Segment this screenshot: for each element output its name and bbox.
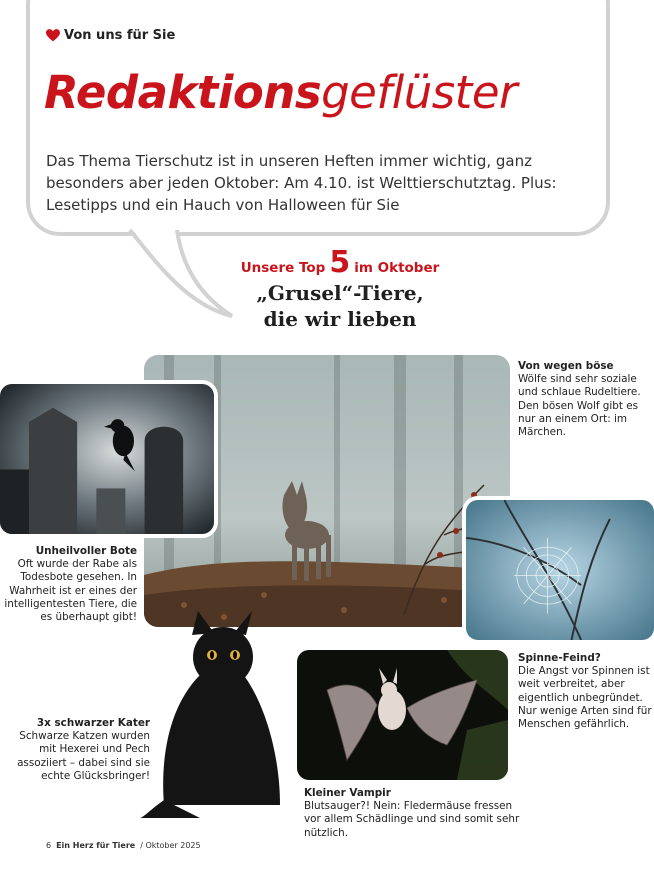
caption-bat (304, 787, 524, 840)
caption-wolf (518, 360, 648, 439)
caption-wolf-text: Wölfe sind sehr soziale und schlaue Rudeltiere. Den bösen Wolf gibt es nur an einem Ort: im Märchen. (518, 373, 641, 439)
magazine-name: Ein Herz für Tiere (56, 841, 136, 850)
caption-spider-title: Spinne-Feind? (518, 652, 601, 664)
kicker-label: Von uns für Sie (64, 28, 176, 43)
caption-bat-text: Blutsauger?! Nein: Fledermäuse fressen vor allem Schädlinge und sind somit sehr nützlich. (304, 800, 520, 839)
top5-heading (200, 245, 480, 332)
top5-prefix: Unsere Top (240, 260, 326, 276)
top5-title-line2: die wir lieben (263, 307, 417, 331)
page-footer (46, 841, 201, 850)
caption-spider (518, 652, 654, 731)
section-kicker (46, 28, 175, 43)
title-light: geflüster (321, 66, 517, 119)
cat-photo (140, 605, 290, 818)
bat-photo (297, 650, 508, 780)
top5-suffix: im Oktober (354, 260, 440, 276)
intro-text: Das Thema Tierschutz ist in unseren Heften immer wichtig, ganz besonders aber jeden Oktober: Am 4.10. ist Welttierschutztag. Plus: Lesetipps und ein Hauch von Halloween für Sie (46, 152, 557, 214)
top5-title-line1: „Grusel“-Tiere, (256, 281, 424, 305)
caption-wolf-title: Von wegen böse (518, 360, 614, 372)
top5-kicker (200, 245, 480, 280)
caption-bat-title: Kleiner Vampir (304, 787, 391, 799)
caption-cat-title: 3x schwarzer Kater (36, 717, 150, 729)
page-number: 6 (46, 841, 52, 850)
caption-cat (2, 717, 150, 783)
spiderweb-photo (462, 496, 654, 644)
caption-raven (2, 545, 137, 624)
top5-title (200, 280, 480, 332)
caption-raven-text: Oft wurde der Rabe als Todesbote gesehen. In Wahrheit ist er eines der intelligentesten Tiere, die es überhaupt gibt! (4, 558, 137, 624)
heart-icon (46, 29, 60, 42)
caption-cat-text: Schwarze Katzen wurden mit Hexerei und Pech assoziiert – dabei sind sie echte Glücksbringer! (17, 730, 150, 782)
title-bold: Redaktions (44, 66, 322, 119)
caption-spider-text: Die Angst vor Spinnen ist weit verbreitet, aber eigentlich unbegründet. Nur wenige Arten sind für Menschen gefährlich. (518, 665, 652, 731)
caption-raven-title: Unheilvoller Bote (35, 545, 137, 557)
issue-date: / Oktober 2025 (140, 841, 201, 850)
page-title (44, 66, 517, 119)
raven-photo (0, 380, 218, 538)
top5-number: 5 (329, 245, 351, 280)
